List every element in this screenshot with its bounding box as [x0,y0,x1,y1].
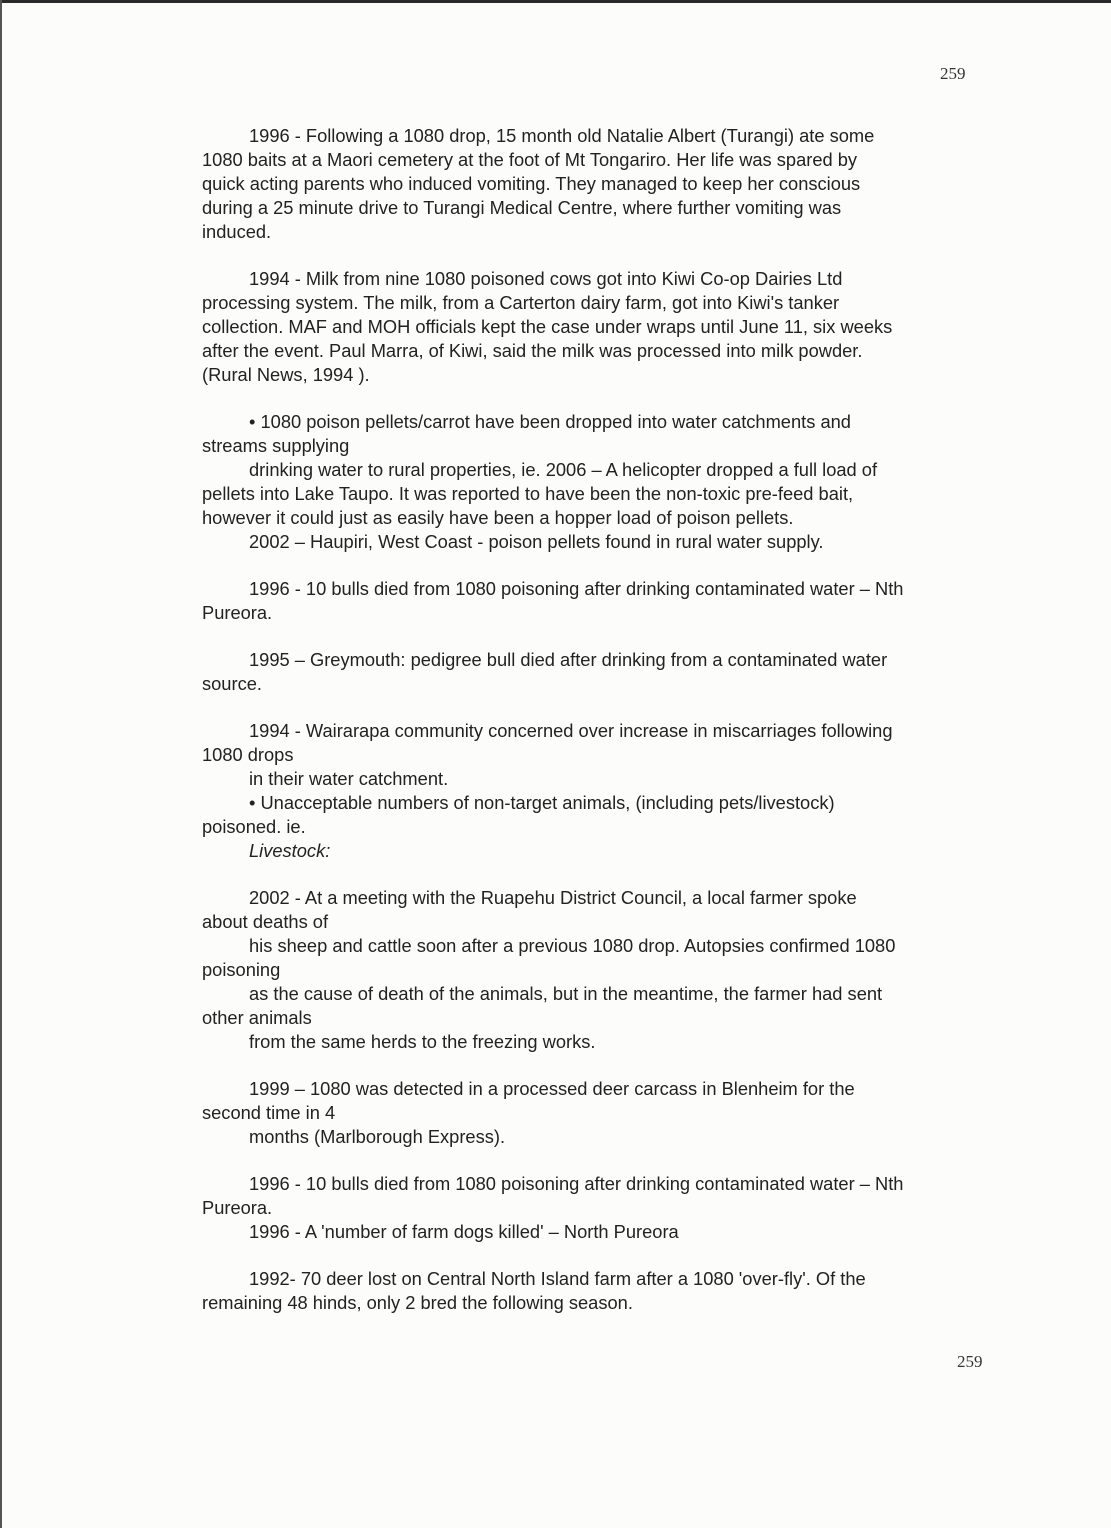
text-line: from the same herds to the freezing works. [249,1031,596,1052]
paragraph-kiwi-dairies [202,267,992,387]
paragraph-ruapehu [202,886,992,1054]
text-line: second time in 4 [202,1102,336,1123]
document-body [202,124,992,1315]
paragraph-wairarapa [202,719,992,863]
text-line: Pureora. [202,1197,273,1218]
paragraph-deer-1992 [202,1267,992,1315]
text-line: 1996 - 10 bulls died from 1080 poisoning after drinking contaminated water – Nth [249,1173,904,1194]
paragraph-water-catchments [202,410,992,554]
text-line: 1080 drops [202,744,294,765]
text-line: after the event. Paul Marra, of Kiwi, said the milk was processed into milk powder. [202,340,863,361]
scan-edge-top [0,0,1111,3]
text-line: remaining 48 hinds, only 2 bred the following season. [202,1292,633,1313]
paragraph-bulls-1996 [202,577,992,625]
text-line: processing system. The milk, from a Carterton dairy farm, got into Kiwi's tanker [202,292,840,313]
text-line: 1995 – Greymouth: pedigree bull died after drinking from a contaminated water [249,649,888,670]
text-line: 1999 – 1080 was detected in a processed deer carcass in Blenheim for the [249,1078,855,1099]
text-line: poisoned. ie. [202,816,306,837]
livestock-subheading: Livestock: [249,840,331,861]
text-line: quick acting parents who induced vomiting. They managed to keep her conscious [202,173,861,194]
text-line: pellets into Lake Taupo. It was reported to have been the non-toxic pre-feed bait, [202,483,854,504]
text-line: induced. [202,221,272,242]
text-line: months (Marlborough Express). [249,1126,506,1147]
text-line: 1994 - Milk from nine 1080 poisoned cows got into Kiwi Co-op Dairies Ltd [249,268,843,289]
text-line: 1994 - Wairarapa community concerned over increase in miscarriages following [249,720,893,741]
page-number-bottom: 259 [957,1352,983,1371]
text-line: about deaths of [202,911,329,932]
text-line: 2002 – Haupiri, West Coast - poison pellets found in rural water supply. [249,531,824,552]
scan-edge-left [0,0,2,1528]
text-line: in their water catchment. [249,768,449,789]
paragraph-natalie-albert [202,124,992,244]
text-line: poisoning [202,959,281,980]
text-line: 1996 - Following a 1080 drop, 15 month old Natalie Albert (Turangi) ate some [249,125,875,146]
text-line: his sheep and cattle soon after a previous 1080 drop. Autopsies confirmed 1080 [249,935,896,956]
text-line: 1996 - A 'number of farm dogs killed' – North Pureora [249,1221,679,1242]
text-line: during a 25 minute drive to Turangi Medical Centre, where further vomiting was [202,197,842,218]
bullet-line: • Unacceptable numbers of non-target animals, (including pets/livestock) [249,792,835,813]
text-line: collection. MAF and MOH officials kept the case under wraps until June 11, six weeks [202,316,893,337]
text-line: Pureora. [202,602,273,623]
text-line: source. [202,673,262,694]
text-line: drinking water to rural properties, ie. 2006 – A helicopter dropped a full load of [249,459,878,480]
page-number-top: 259 [940,64,966,83]
bullet-line: • 1080 poison pellets/carrot have been dropped into water catchments and [249,411,851,432]
text-line: 2002 - At a meeting with the Ruapehu District Council, a local farmer spoke [249,887,857,908]
text-line: however it could just as easily have been a hopper load of poison pellets. [202,507,794,528]
text-line: as the cause of death of the animals, but in the meantime, the farmer had sent [249,983,883,1004]
paragraph-greymouth [202,648,992,696]
text-line: streams supplying [202,435,350,456]
text-line: other animals [202,1007,312,1028]
paragraph-blenheim-deer [202,1077,992,1149]
text-line: (Rural News, 1994 ). [202,364,370,385]
paragraph-bulls-dogs [202,1172,992,1244]
text-line: 1080 baits at a Maori cemetery at the foot of Mt Tongariro. Her life was spared by [202,149,858,170]
text-line: 1996 - 10 bulls died from 1080 poisoning after drinking contaminated water – Nth [249,578,904,599]
text-line: 1992- 70 deer lost on Central North Island farm after a 1080 'over-fly'. Of the [249,1268,866,1289]
